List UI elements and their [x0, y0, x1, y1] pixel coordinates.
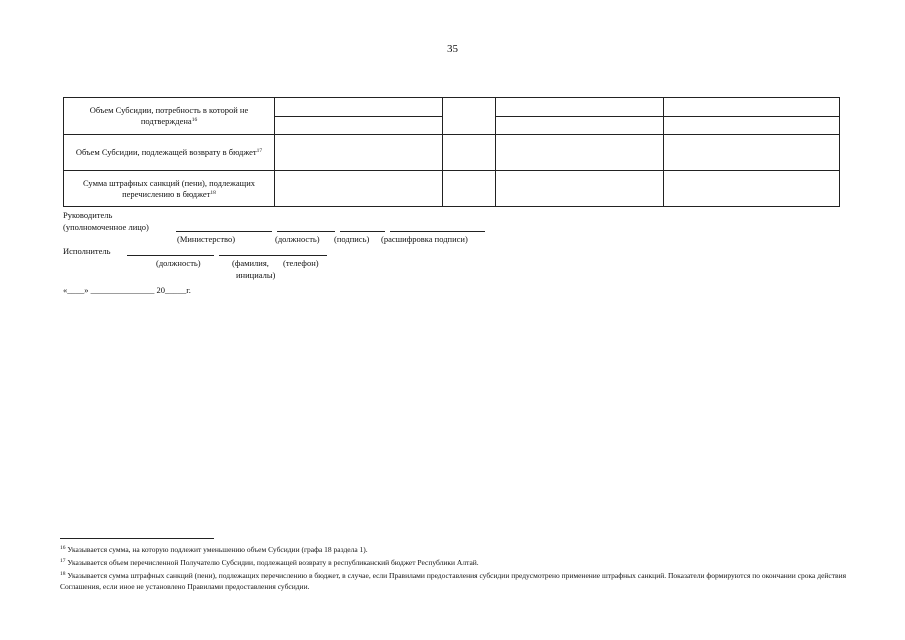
- signature-line: [127, 255, 214, 256]
- footnote: [60, 570, 850, 592]
- executor-label: Исполнитель: [63, 246, 111, 256]
- table-cell: [664, 98, 840, 117]
- table-cell: [275, 171, 443, 207]
- table-cell: [496, 117, 664, 135]
- signature-line: [277, 231, 335, 232]
- table-cell: [275, 98, 443, 117]
- signature-caption: (подпись): [334, 234, 370, 244]
- footnote-text: Указывается сумма, на которую подлежит уменьшению объем Субсидии (графа 18 раздела 1).: [67, 545, 368, 554]
- page-number: 35: [447, 43, 458, 55]
- row-label-penalties: [64, 171, 275, 207]
- footnote-ref: 16: [191, 117, 198, 123]
- signature-line: [176, 231, 272, 232]
- signature-line: [340, 231, 385, 232]
- row-label-return: [64, 135, 275, 171]
- subsidy-report-table: [63, 97, 840, 207]
- table-cell: [275, 135, 443, 171]
- executor-position-caption: (должность): [156, 258, 201, 268]
- row-label-text: Сумма штрафных санкций (пени), подлежащих перечислению в бюджет: [82, 177, 256, 199]
- footnote-ref: 17: [256, 148, 263, 154]
- head-label: Руководитель: [63, 210, 113, 220]
- authorized-person-label: (уполномоченное лицо): [63, 222, 149, 232]
- table-cell: [664, 171, 840, 207]
- row-label-text: Объем Субсидии, подлежащей возврату в бюджет: [75, 147, 257, 157]
- position-caption: (должность): [275, 234, 320, 244]
- footnote-number: 17: [60, 558, 66, 564]
- table-cell: [664, 135, 840, 171]
- table-cell: [443, 171, 496, 207]
- footnote-ref: 18: [210, 189, 216, 196]
- date-line: «____» _______________ 20_____г.: [63, 285, 191, 295]
- table-cell: [664, 117, 840, 135]
- footnote-text: Указывается объем перечисленной Получателю Субсидии, подлежащей возврату в республиканский бюджет Республики Алтай.: [67, 558, 479, 567]
- signature-line: [219, 255, 327, 256]
- footnote-separator: [60, 538, 214, 539]
- footnote: [60, 557, 850, 568]
- executor-phone-caption: (телефон): [283, 258, 319, 268]
- row-label-unconfirmed: [64, 98, 275, 135]
- signature-line: [390, 231, 485, 232]
- footnote: [60, 544, 850, 555]
- table-cell: [496, 98, 664, 117]
- table-cell: [496, 171, 664, 207]
- table-cell: [443, 135, 496, 171]
- executor-name-caption-cont: инициалы): [236, 270, 276, 280]
- footnote-number: 16: [60, 545, 66, 551]
- table-cell: [443, 98, 496, 135]
- footnote-number: 18: [60, 571, 66, 577]
- executor-name-caption: (фамилия,: [232, 258, 269, 268]
- decoding-caption: (расшифровка подписи): [381, 234, 468, 244]
- ministry-caption: (Министерство): [177, 234, 236, 244]
- row-label-text: Объем Субсидии, потребность в которой не подтверждена: [89, 105, 249, 126]
- table-cell: [275, 117, 443, 135]
- footnote-text: Указывается сумма штрафных санкций (пени), подлежащих перечислению в бюджет, в случае, если Правилами предоставления субсидии предусмотрено применение штрафных санкций. Показатели формируются по окончании срока действия Соглашения, если иное не установлено Правилами предоставления субсидии.: [60, 571, 847, 591]
- table-cell: [496, 135, 664, 171]
